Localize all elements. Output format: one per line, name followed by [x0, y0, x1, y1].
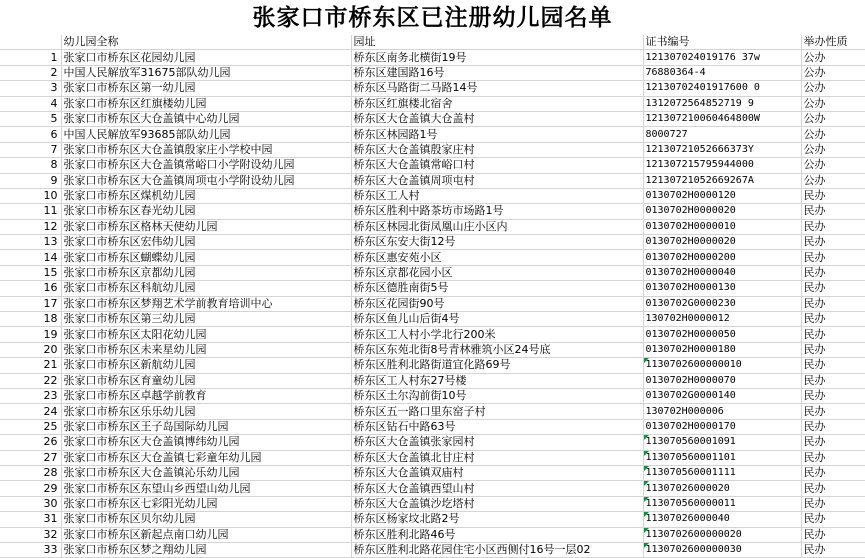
table-row — [0, 450, 865, 465]
type-cell[interactable]: 公办 — [801, 65, 865, 80]
row-index-cell[interactable]: 30 — [0, 496, 61, 511]
certificate-cell[interactable]: 121307215795944000 — [643, 158, 801, 173]
row-index-cell[interactable]: 16 — [0, 281, 61, 296]
table-row — [0, 81, 865, 96]
header-cell-name[interactable]: 幼儿园全称 — [61, 35, 351, 50]
row-index-cell[interactable]: 3 — [0, 81, 61, 96]
address-cell[interactable]: 桥东区大仓盖镇沙圪塔村 — [351, 496, 643, 511]
row-index-cell[interactable]: 21 — [0, 358, 61, 373]
type-cell[interactable]: 公办 — [801, 127, 865, 142]
type-cell[interactable]: 民办 — [801, 512, 865, 527]
address-cell[interactable]: 桥东区大仓盖镇常峪口村 — [351, 158, 643, 173]
type-cell[interactable]: 民办 — [801, 188, 865, 203]
address-cell[interactable]: 桥东区东苑北街8号青林雅筑小区24号底 — [351, 342, 643, 357]
row-index-cell[interactable]: 4 — [0, 96, 61, 111]
certificate-cell[interactable]: 0130702H0000130 — [643, 281, 801, 296]
name-cell[interactable]: 张家口市桥东区蝴蝶幼儿园 — [61, 250, 351, 265]
table-row — [0, 281, 865, 296]
table-row — [0, 419, 865, 434]
address-cell[interactable]: 桥东区德胜南街5号 — [351, 281, 643, 296]
name-cell[interactable]: 张家口市桥东区大仓盖镇沁乐幼儿园 — [61, 465, 351, 480]
name-cell[interactable]: 张家口市桥东区贝尔幼儿园 — [61, 512, 351, 527]
certificate-cell[interactable]: 0130702H0000170 — [643, 419, 801, 434]
certificate-cell[interactable]: 1130702600000020 — [643, 527, 801, 542]
name-cell[interactable]: 张家口市桥东区未来星幼儿园 — [61, 342, 351, 357]
table-row — [0, 50, 865, 65]
address-cell[interactable]: 桥东区大仓盖镇北甘庄村 — [351, 450, 643, 465]
address-cell[interactable]: 桥东区大仓盖镇双庙村 — [351, 465, 643, 480]
type-cell[interactable]: 公办 — [801, 81, 865, 96]
row-index-cell[interactable]: 29 — [0, 481, 61, 496]
name-cell[interactable]: 张家口市桥东区大仓盖镇七彩童年幼儿园 — [61, 450, 351, 465]
name-cell[interactable]: 张家口市桥东区太阳花幼儿园 — [61, 327, 351, 342]
header-cell-certificate[interactable]: 证书编号 — [643, 35, 801, 50]
name-cell[interactable]: 张家口市桥东区红旗楼幼儿园 — [61, 96, 351, 111]
table-row — [0, 373, 865, 388]
name-cell[interactable]: 张家口市桥东区煤机幼儿园 — [61, 188, 351, 203]
name-cell[interactable]: 张家口市桥东区梦翔艺术学前教育培训中心 — [61, 296, 351, 311]
table-row — [0, 435, 865, 450]
row-index-cell[interactable]: 22 — [0, 373, 61, 388]
address-cell[interactable]: 桥东区惠安苑小区 — [351, 250, 643, 265]
row-index-cell[interactable]: 19 — [0, 327, 61, 342]
row-index-cell[interactable]: 2 — [0, 65, 61, 80]
name-cell[interactable]: 张家口市桥东区大仓盖镇中心幼儿园 — [61, 111, 351, 126]
address-cell[interactable]: 桥东区胜利北路街道宜化路69号 — [351, 358, 643, 373]
type-cell[interactable]: 民办 — [801, 388, 865, 403]
table-row — [0, 204, 865, 219]
certificate-cell[interactable]: 0130702H0000020 — [643, 204, 801, 219]
address-cell[interactable]: 桥东区马路街二马路14号 — [351, 81, 643, 96]
address-cell[interactable]: 桥东区胜利北路46号 — [351, 527, 643, 542]
type-cell[interactable]: 公办 — [801, 173, 865, 188]
address-cell[interactable]: 桥东区建国路16号 — [351, 65, 643, 80]
address-cell[interactable]: 桥东区京都花园小区 — [351, 265, 643, 280]
row-index-cell[interactable]: 5 — [0, 111, 61, 126]
type-cell[interactable]: 民办 — [801, 527, 865, 542]
row-index-cell[interactable]: 17 — [0, 296, 61, 311]
type-cell[interactable]: 民办 — [801, 450, 865, 465]
certificate-cell[interactable]: 113070560001091 — [643, 435, 801, 450]
certificate-cell[interactable]: 113070560000011 — [643, 496, 801, 511]
name-cell[interactable]: 张家口市桥东区宏伟幼儿园 — [61, 235, 351, 250]
name-cell[interactable]: 张家口市桥东区东望山乡西望山幼儿园 — [61, 481, 351, 496]
address-cell[interactable]: 桥东区大仓盖镇周项屯村 — [351, 173, 643, 188]
type-cell[interactable]: 民办 — [801, 235, 865, 250]
type-cell[interactable]: 民办 — [801, 219, 865, 234]
address-cell[interactable]: 桥东区鱼儿山后街4号 — [351, 312, 643, 327]
name-cell[interactable]: 张家口市桥东区大仓盖镇博纬幼儿园 — [61, 435, 351, 450]
certificate-cell[interactable]: 0130702H0000010 — [643, 219, 801, 234]
certificate-cell[interactable]: 0130702G0000140 — [643, 388, 801, 403]
certificate-cell[interactable]: 113070560001101 — [643, 450, 801, 465]
type-cell[interactable]: 民办 — [801, 204, 865, 219]
address-cell[interactable]: 桥东区红旗楼北宿舍 — [351, 96, 643, 111]
certificate-cell[interactable]: 12130721052669267A — [643, 173, 801, 188]
certificate-cell[interactable]: 0130702H0000020 — [643, 235, 801, 250]
table-row — [0, 173, 865, 188]
row-index-cell[interactable]: 11 — [0, 204, 61, 219]
table-row — [0, 388, 865, 403]
certificate-cell[interactable]: 76880364-4 — [643, 65, 801, 80]
row-index-cell[interactable]: 10 — [0, 188, 61, 203]
type-cell[interactable]: 民办 — [801, 250, 865, 265]
name-cell[interactable]: 张家口市桥东区格林天使幼儿园 — [61, 219, 351, 234]
address-cell[interactable]: 桥东区五一路口里东窑子村 — [351, 404, 643, 419]
name-cell[interactable]: 张家口市桥东区第一幼儿园 — [61, 81, 351, 96]
type-cell[interactable]: 公办 — [801, 158, 865, 173]
row-index-cell[interactable]: 13 — [0, 235, 61, 250]
address-cell[interactable]: 桥东区林园北街凤凰山庄小区内 — [351, 219, 643, 234]
table-row — [0, 158, 865, 173]
type-cell[interactable]: 民办 — [801, 481, 865, 496]
table-row — [0, 404, 865, 419]
name-cell[interactable]: 张家口市桥东区新航幼儿园 — [61, 358, 351, 373]
row-index-cell[interactable]: 20 — [0, 342, 61, 357]
certificate-cell[interactable]: 0130702H0000050 — [643, 327, 801, 342]
certificate-cell[interactable]: 11307026000040 — [643, 512, 801, 527]
name-cell[interactable]: 张家口市桥东区王子岛国际幼儿园 — [61, 419, 351, 434]
table-row — [0, 512, 865, 527]
type-cell[interactable]: 公办 — [801, 96, 865, 111]
certificate-cell[interactable]: 121307024019176 37w — [643, 50, 801, 65]
table-row — [0, 265, 865, 280]
row-index-cell[interactable]: 15 — [0, 265, 61, 280]
certificate-cell[interactable]: 0130702H0000180 — [643, 342, 801, 357]
name-cell[interactable]: 张家口市桥东区大仓盖镇周项屯小学附设幼儿园 — [61, 173, 351, 188]
row-index-cell[interactable]: 8 — [0, 158, 61, 173]
header-cell-address[interactable]: 园址 — [351, 35, 643, 50]
table-row — [0, 96, 865, 111]
table-row — [0, 342, 865, 357]
address-cell[interactable]: 桥东区胜利北路花园住宅小区西侧付16号一层02 — [351, 542, 643, 557]
sheet-title: 张家口市桥东区已注册幼儿园名单 — [252, 4, 613, 31]
type-cell[interactable]: 民办 — [801, 465, 865, 480]
row-index-cell[interactable]: 6 — [0, 127, 61, 142]
certificate-cell[interactable]: 0130702H0000040 — [643, 265, 801, 280]
certificate-cell[interactable]: 130702H0000012 — [643, 312, 801, 327]
table-row — [0, 65, 865, 80]
table-row — [0, 111, 865, 126]
address-cell[interactable]: 桥东区东安大街12号 — [351, 235, 643, 250]
certificate-cell[interactable]: 1312072564852719 9 — [643, 96, 801, 111]
table-row — [0, 465, 865, 480]
name-cell[interactable]: 张家口市桥东区大仓盖镇常峪口小学附设幼儿园 — [61, 158, 351, 173]
name-cell[interactable]: 张家口市桥东区七彩阳光幼儿园 — [61, 496, 351, 511]
address-cell[interactable]: 桥东区林园路1号 — [351, 127, 643, 142]
type-cell[interactable]: 民办 — [801, 373, 865, 388]
type-cell[interactable]: 公办 — [801, 142, 865, 157]
name-cell[interactable]: 张家口市桥东区大仓盖镇殷家庄小学校中园 — [61, 142, 351, 157]
certificate-cell[interactable]: 113070560001111 — [643, 465, 801, 480]
address-cell[interactable]: 桥东区工人村东27号楼 — [351, 373, 643, 388]
type-cell[interactable]: 民办 — [801, 419, 865, 434]
table-row — [0, 219, 865, 234]
type-cell[interactable]: 民办 — [801, 496, 865, 511]
type-cell[interactable]: 民办 — [801, 358, 865, 373]
address-cell[interactable]: 桥东区大仓盖镇殷家庄村 — [351, 142, 643, 157]
table-row — [0, 527, 865, 542]
row-index-cell[interactable]: 9 — [0, 173, 61, 188]
table-row — [0, 296, 865, 311]
certificate-cell[interactable]: 12130702401917600 0 — [643, 81, 801, 96]
type-cell[interactable]: 民办 — [801, 281, 865, 296]
table-row — [0, 142, 865, 157]
table-row — [0, 188, 865, 203]
table-row — [0, 327, 865, 342]
address-cell[interactable]: 桥东区工人村小学北行200米 — [351, 327, 643, 342]
certificate-cell[interactable]: 12130721052666373Y — [643, 142, 801, 157]
name-cell[interactable]: 张家口市桥东区育童幼儿园 — [61, 373, 351, 388]
address-cell[interactable]: 桥东区花园街90号 — [351, 296, 643, 311]
address-cell[interactable]: 桥东区钻石中路63号 — [351, 419, 643, 434]
type-cell[interactable]: 民办 — [801, 342, 865, 357]
name-cell[interactable]: 张家口市桥东区科航幼儿园 — [61, 281, 351, 296]
row-index-cell[interactable]: 24 — [0, 404, 61, 419]
header-row — [0, 35, 865, 50]
type-cell[interactable]: 民办 — [801, 435, 865, 450]
certificate-cell[interactable]: 11307026000020 — [643, 481, 801, 496]
type-cell[interactable]: 民办 — [801, 404, 865, 419]
row-index-cell[interactable]: 33 — [0, 542, 61, 557]
type-cell[interactable]: 公办 — [801, 50, 865, 65]
certificate-cell[interactable]: 0130702G0000230 — [643, 296, 801, 311]
type-cell[interactable]: 民办 — [801, 265, 865, 280]
kindergarten-table — [0, 35, 865, 558]
address-cell[interactable]: 桥东区杨家坟北路2号 — [351, 512, 643, 527]
table-row — [0, 312, 865, 327]
type-cell[interactable]: 公办 — [801, 111, 865, 126]
header-cell-type[interactable]: 举办性质 — [801, 35, 865, 50]
row-index-cell[interactable]: 12 — [0, 219, 61, 234]
certificate-cell[interactable]: 8000727 — [643, 127, 801, 142]
address-cell[interactable]: 桥东区大仓盖镇西望山村 — [351, 481, 643, 496]
header-cell-index[interactable] — [0, 35, 61, 50]
name-cell[interactable]: 张家口市桥东区春光幼儿园 — [61, 204, 351, 219]
row-index-cell[interactable]: 1 — [0, 50, 61, 65]
certificate-cell[interactable]: 0130702H0000200 — [643, 250, 801, 265]
row-index-cell[interactable]: 23 — [0, 388, 61, 403]
table-row — [0, 496, 865, 511]
certificate-cell[interactable]: 0130702H0000120 — [643, 188, 801, 203]
table-row — [0, 542, 865, 557]
type-cell[interactable]: 民办 — [801, 542, 865, 557]
name-cell[interactable]: 张家口市桥东区乐乐幼儿园 — [61, 404, 351, 419]
type-cell[interactable]: 民办 — [801, 312, 865, 327]
certificate-cell[interactable]: 1130702600000010 — [643, 358, 801, 373]
row-index-cell[interactable]: 14 — [0, 250, 61, 265]
address-cell[interactable]: 桥东区南务北横街19号 — [351, 50, 643, 65]
row-index-cell[interactable]: 18 — [0, 312, 61, 327]
row-index-cell[interactable]: 32 — [0, 527, 61, 542]
address-cell[interactable]: 桥东区土尔沟前街10号 — [351, 388, 643, 403]
row-index-cell[interactable]: 28 — [0, 465, 61, 480]
certificate-cell[interactable]: 1130702600000030 — [643, 542, 801, 557]
address-cell[interactable]: 桥东区胜利中路茶坊市场路1号 — [351, 204, 643, 219]
address-cell[interactable]: 桥东区大仓盖镇张家园村 — [351, 435, 643, 450]
row-index-cell[interactable]: 25 — [0, 419, 61, 434]
row-index-cell[interactable]: 26 — [0, 435, 61, 450]
name-cell[interactable]: 中国人民解放军93685部队幼儿园 — [61, 127, 351, 142]
row-index-cell[interactable]: 7 — [0, 142, 61, 157]
certificate-cell[interactable]: 130702H000006 — [643, 404, 801, 419]
name-cell[interactable]: 张家口市桥东区花园幼儿园 — [61, 50, 351, 65]
table-row — [0, 127, 865, 142]
name-cell[interactable]: 张家口市桥东区京都幼儿园 — [61, 265, 351, 280]
name-cell[interactable]: 张家口市桥东区第三幼儿园 — [61, 312, 351, 327]
table-row — [0, 250, 865, 265]
address-cell[interactable]: 桥东区大仓盖镇大仓盖村 — [351, 111, 643, 126]
table-row — [0, 358, 865, 373]
name-cell[interactable]: 张家口市桥东区新起点南口幼儿园 — [61, 527, 351, 542]
name-cell[interactable]: 张家口市桥东区卓越学前教育 — [61, 388, 351, 403]
table-row — [0, 481, 865, 496]
row-index-cell[interactable]: 27 — [0, 450, 61, 465]
certificate-cell[interactable]: 0130702H0000070 — [643, 373, 801, 388]
address-cell[interactable]: 桥东区工人村 — [351, 188, 643, 203]
type-cell[interactable]: 民办 — [801, 296, 865, 311]
name-cell[interactable]: 张家口市桥东区梦之翔幼儿园 — [61, 542, 351, 557]
certificate-cell[interactable]: 121307210060464800W — [643, 111, 801, 126]
row-index-cell[interactable]: 31 — [0, 512, 61, 527]
name-cell[interactable]: 中国人民解放军31675部队幼儿园 — [61, 65, 351, 80]
type-cell[interactable]: 民办 — [801, 327, 865, 342]
table-row — [0, 235, 865, 250]
